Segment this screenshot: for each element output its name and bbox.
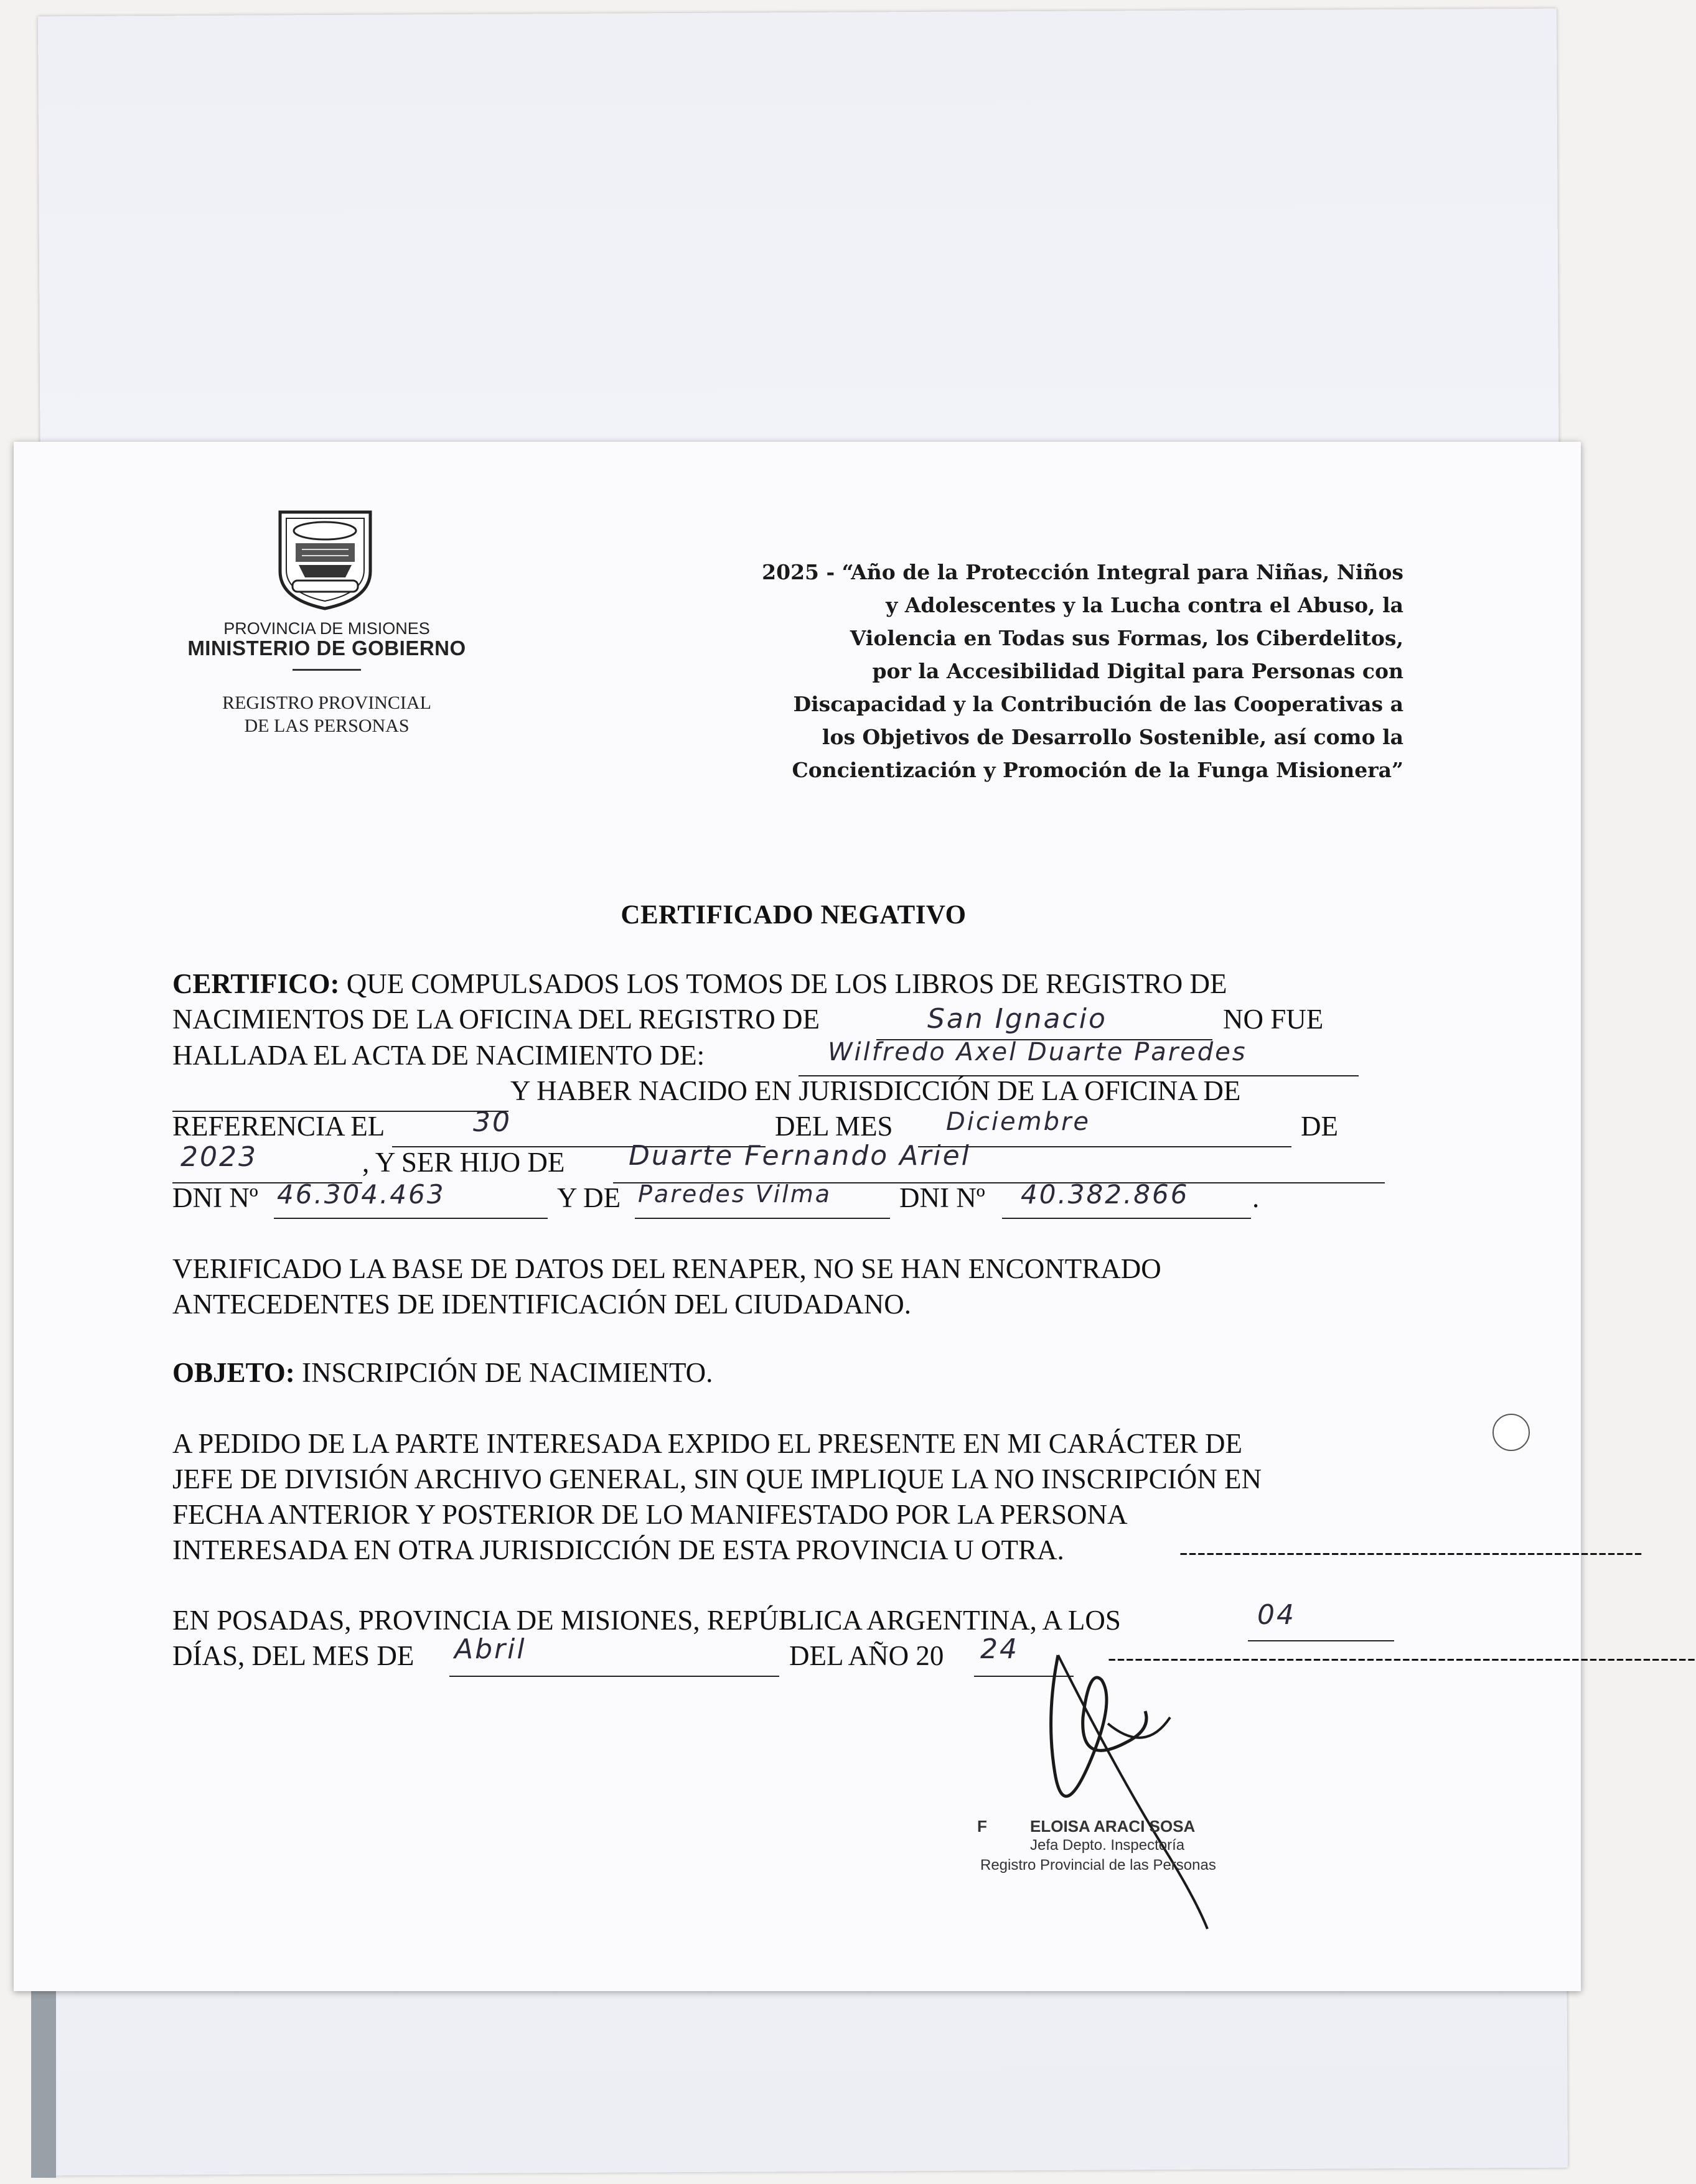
handwritten-mother: Paredes Vilma: [638, 1180, 832, 1208]
handwritten-name: Wilfredo Axel Duarte Paredes: [828, 1038, 1247, 1066]
certifico-line-7a: DNI Nº: [172, 1182, 258, 1213]
stamp-role: Jefa Depto. Inspectoría: [1030, 1837, 1185, 1854]
certifico-line-6: , Y SER HIJO DE: [362, 1147, 565, 1178]
certifico-label: CERTIFICO:: [172, 968, 340, 999]
pedido-line-4: INTERESADA EN OTRA JURISDICCIÓN DE ESTA PROVINCIA U OTRA.: [172, 1534, 1064, 1566]
year-motto: [622, 556, 1403, 786]
handwritten-mother-dni: 40.382.866: [1021, 1179, 1189, 1210]
certifico-line-7d: .: [1252, 1182, 1260, 1213]
handwritten-signature: [1021, 1643, 1270, 1935]
certifico-line-3: HALLADA EL ACTA DE NACIMIENTO DE:: [172, 1040, 705, 1071]
lugar-line-2b: DEL AÑO 20: [789, 1640, 944, 1671]
handwritten-month: Diciembre: [946, 1108, 1091, 1136]
registry-name-line2: DE LAS PERSONAS: [244, 716, 410, 736]
objeto-label: OBJETO:: [172, 1357, 295, 1388]
handwritten-day: 30: [473, 1106, 512, 1138]
handwritten-father-dni: 46.304.463: [277, 1179, 446, 1210]
certifico-line-5a: REFERENCIA EL: [172, 1111, 385, 1142]
certifico-line-2b: NO FUE: [1223, 1004, 1324, 1035]
province-name: PROVINCIA DE MISIONES: [223, 619, 430, 638]
certifico-line-2a: NACIMIENTOS DE LA OFICINA DEL REGISTRO DE: [172, 1004, 820, 1035]
verificado-line-1: VERIFICADO LA BASE DE DATOS DEL RENAPER, NO SE HAN ENCONTRADO: [172, 1253, 1161, 1284]
handwritten-office: San Ignacio: [927, 1003, 1107, 1035]
registry-name-line1: REGISTRO PROVINCIAL: [222, 693, 431, 713]
handwritten-issue-year: 24: [980, 1633, 1019, 1665]
certifico-text: QUE COMPULSADOS LOS TOMOS DE LOS LIBROS DE REGISTRO DE: [346, 968, 1227, 999]
certifico-line-5c: DE: [1301, 1111, 1338, 1142]
certifico-line-5b: DEL MES: [775, 1111, 893, 1142]
motto-line: Discapacidad y la Contribución de las Cooperativas a: [793, 692, 1403, 716]
pedido-line-3: FECHA ANTERIOR Y POSTERIOR DE LO MANIFESTADO POR LA PERSONA: [172, 1499, 1128, 1530]
punch-hole: [1492, 1414, 1530, 1451]
province-seal-logo: [268, 503, 383, 612]
stamp-prefix: F: [977, 1817, 987, 1836]
lugar-line-2a: DÍAS, DEL MES DE: [172, 1640, 415, 1671]
header-divider: [293, 669, 361, 671]
stamp-name: ELOISA ARACI SOSA: [1030, 1817, 1196, 1836]
handwritten-father: Duarte Fernando Ariel: [629, 1140, 971, 1172]
dash-filler: ------------------------------------------------------------------: [1108, 1643, 1696, 1671]
ministry-name: MINISTERIO DE GOBIERNO: [187, 637, 466, 660]
handwritten-issue-day: 04: [1257, 1599, 1296, 1631]
lugar-line-1: EN POSADAS, PROVINCIA DE MISIONES, REPÚBLICA ARGENTINA, A LOS: [172, 1605, 1121, 1636]
dash-filler: ----------------------------------------------------: [1179, 1538, 1643, 1566]
verificado-line-2: ANTECEDENTES DE IDENTIFICACIÓN DEL CIUDADANO.: [172, 1289, 911, 1320]
name-blank-continued: [172, 1080, 508, 1112]
pedido-line-1: A PEDIDO DE LA PARTE INTERESADA EXPIDO EL PRESENTE EN MI CARÁCTER DE: [172, 1428, 1242, 1459]
certifico-line-7c: DNI Nº: [899, 1182, 985, 1213]
certifico-line-1: [172, 968, 1227, 1000]
motto-line: Concientización y Promoción de la Funga Misionera”: [792, 758, 1403, 782]
pedido-line-2: JEFE DE DIVISIÓN ARCHIVO GENERAL, SIN QUE IMPLIQUE LA NO INSCRIPCIÓN EN: [172, 1463, 1262, 1495]
motto-line: y Adolescentes y la Lucha contra el Abuso, la: [886, 593, 1403, 617]
handwritten-year: 2023: [180, 1141, 258, 1173]
motto-line: por la Accesibilidad Digital para Personas con: [872, 659, 1403, 683]
certifico-line-7b: Y DE: [557, 1182, 621, 1213]
handwritten-issue-month: Abril: [454, 1633, 527, 1665]
motto-line: Violencia en Todas sus Formas, los Ciberdelitos,: [850, 626, 1403, 650]
certifico-line-4: Y HABER NACIDO EN JURISDICCIÓN DE LA OFICINA DE: [510, 1075, 1241, 1106]
stamp-office: Registro Provincial de las Personas: [980, 1857, 1216, 1874]
document-title: CERTIFICADO NEGATIVO: [621, 900, 967, 930]
motto-line: 2025 - “Año de la Protección Integral para Niñas, Niños: [762, 560, 1403, 584]
objeto-text: INSCRIPCIÓN DE NACIMIENTO.: [301, 1357, 713, 1388]
motto-line: los Objetivos de Desarrollo Sostenible, así como la: [822, 725, 1403, 749]
objeto-line: [172, 1356, 713, 1389]
